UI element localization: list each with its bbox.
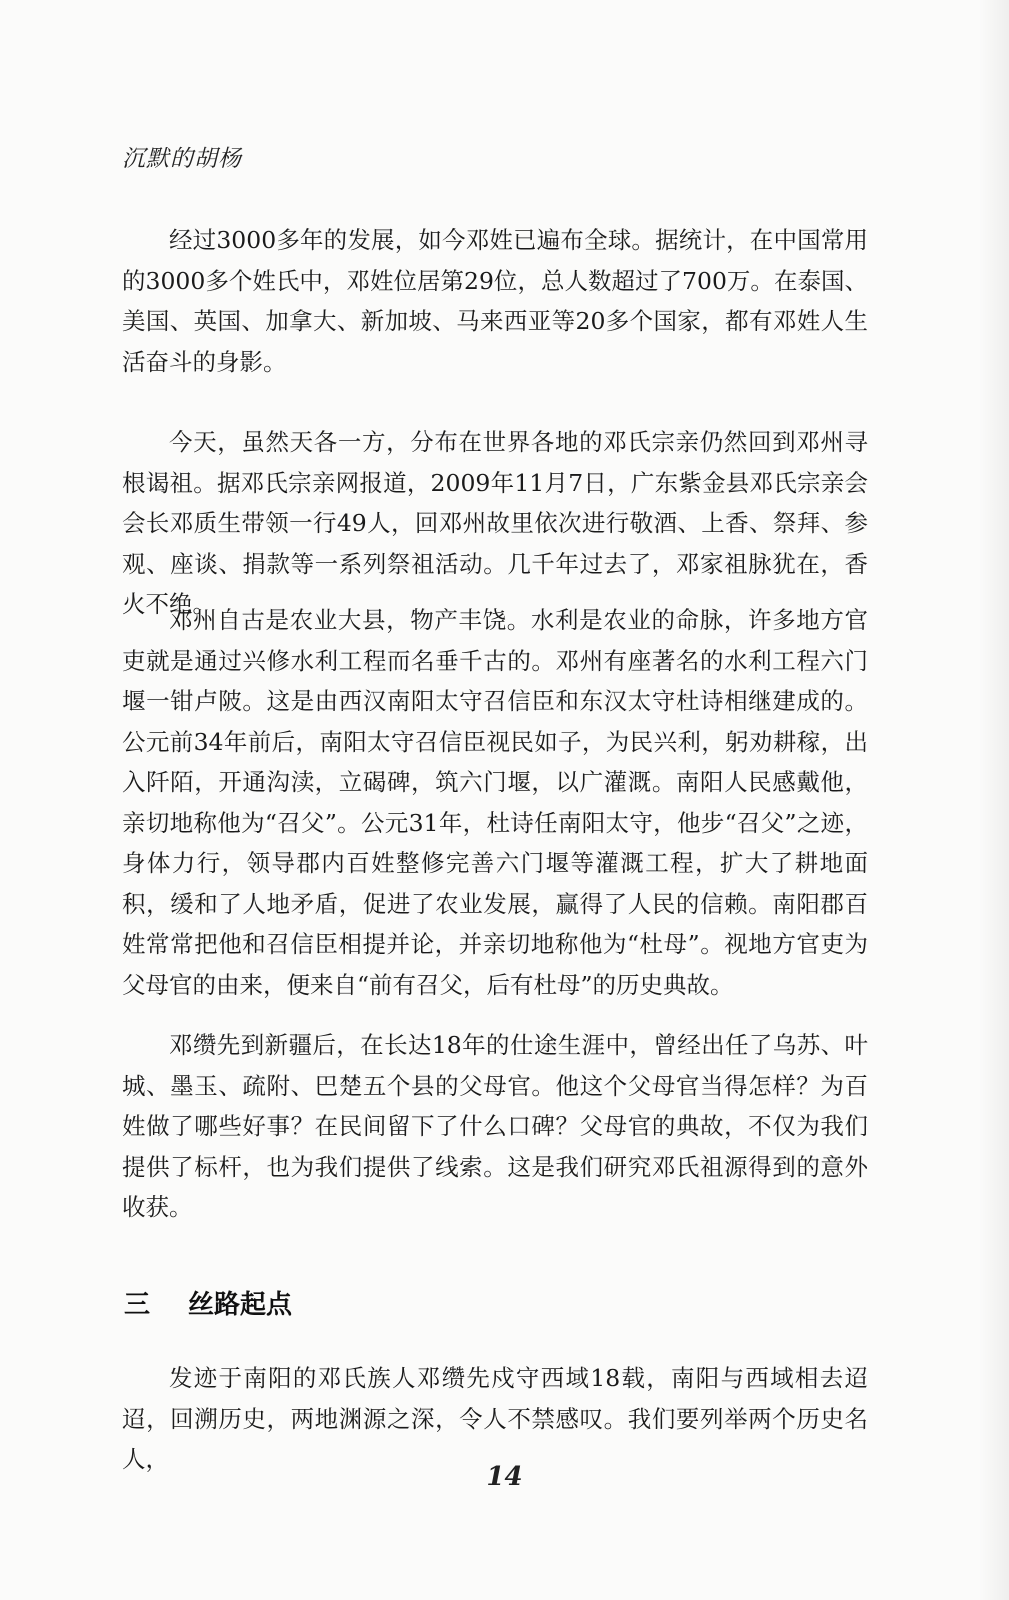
paragraph-4: 邓缵先到新疆后，在长达18年的仕途生涯中，曾经出任了乌苏、叶城、墨玉、疏附、巴楚五个县的父母官。他这个父母官当得怎样？为百姓做了哪些好事？在民间留下了什么口碑？父母官的典故，不仅为我们提供了标杆，也为我们提供了线索。这是我们研究邓氏祖源得到的意外收获。 (122, 1031, 868, 1221)
page-number: 14 (486, 1462, 523, 1492)
section-heading (124, 1284, 292, 1321)
running-head: 沉默的胡杨 (122, 146, 242, 172)
section-number: 三 (124, 1290, 151, 1320)
paragraph-3: 邓州自古是农业大县，物产丰饶。水利是农业的命脉，许多地方官吏就是通过兴修水利工程而名垂千古的。邓州有座著名的水利工程六门堰一钳卢陂。这是由西汉南阳太守召信臣和东汉太守杜诗相继建成的。公元前34年前后，南阳太守召信臣视民如子，为民兴利，躬劝耕稼，出入阡陌，开通沟渎，立碣碑，筑六门堰，以广灌溉。南阳人民感戴他，亲切地称他为“召父”。公元31年，杜诗任南阳太守，他步“召父”之迹，身体力行，领导郡内百姓整修完善六门堰等灌溉工程，扩大了耕地面积，缓和了人地矛盾，促进了农业发展，赢得了人民的信赖。南阳郡百姓常常把他和召信臣相提并论，并亲切地称他为“杜母”。视地方官吏为父母官的由来，便来自“前有召父，后有杜母”的历史典故。 (122, 606, 868, 999)
paragraph-5: 发迹于南阳的邓氏族人邓缵先戍守西域18载，南阳与西域相去迢迢，回溯历史，两地渊源之深，令人不禁感叹。我们要列举两个历史名人， (122, 1364, 868, 1473)
section-title: 丝路起点 (188, 1290, 293, 1320)
page-edge-shadow (979, 0, 1009, 1600)
paragraph-2: 今天，虽然天各一方，分布在世界各地的邓氏宗亲仍然回到邓州寻根谒祖。据邓氏宗亲网报道，2009年11月7日，广东紫金县邓氏宗亲会会长邓质生带领一行49人，回邓州故里依次进行敬酒、上香、祭拜、参观、座谈、捐款等一系列祭祖活动。几千年过去了，邓家祖脉犹在，香火不绝。 (122, 428, 868, 618)
paragraph-1: 经过3000多年的发展，如今邓姓已遍布全球。据统计，在中国常用的3000多个姓氏中，邓姓位居第29位，总人数超过了700万。在泰国、美国、英国、加拿大、新加坡、马来西亚等20多个国家，都有邓姓人生活奋斗的身影。 (122, 226, 868, 376)
